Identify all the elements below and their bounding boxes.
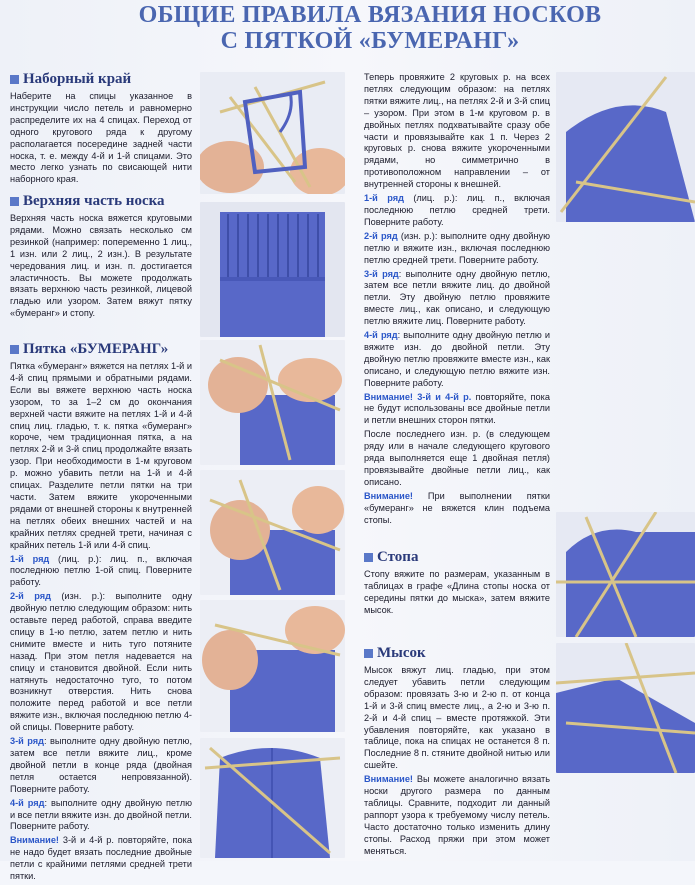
text-foot: Стопу вяжите по размерам, указанным в таблицах в графе «Длина стопы носка от середины пятки до мыска», затем вяжите мысок. [364,569,550,615]
photo-heel-step-3 [200,600,345,732]
text-top: Верхняя часть носка вяжется круговыми рядами. Можно связать несколько см резинкой (например: попеременно 1 лиц., 1 изн. или 2 лиц., 2 изн.). В результате чередования лиц. и изн. п. достигается эластичность. Вы можете продолжать вязать верхнюю часть резинкой, лицевой гладью или узором. Затем вяжут пятку «бумеранг» и стопу. [10,213,192,319]
toe-warning: Внимание! Вы можете аналогично вязать носки другого размера по данным таблицы. Сравните, подходит ли данный раппорт узора к требуемому числу петель. Часто достаточно только изменить длину стопы. Расход пряжи при этом может меняться. [364,774,550,856]
right-warning-2: Внимание! При выполнении пятки «бумеранг» не вяжется клин подъема стопы. [364,490,550,525]
photo-cast-on-needles [200,72,345,194]
right-row-4: 4-й ряд: выполните одну двойную петлю и вяжите изн. до двойной петли. Эту двойную петлю провяжите вместе изн., как описано, и следующую петлю вяжите изн. Поверните работу. [364,330,550,388]
right-warning-1: Внимание! 3-й и 4-й р. повторяйте, пока не будут использованы все двойные петли и петли внешних сторон пятки. [364,391,550,426]
heading-toe: Мысок [364,644,550,662]
photo-toe [556,643,695,773]
heading-heel: Пятка «БУМЕРАНГ» [10,340,192,358]
right-row-3: 3-й ряд: выполните одну двойную петлю, затем все петли вяжите лиц. до двойной петли. Эту двойную петлю провяжите вместе лиц., как описано, и следующую петлю вяжите лиц. Поверните работу. [364,268,551,327]
bullet-square-icon [364,649,373,658]
heel-row-4: 4-й ряд: выполните одну двойную петлю и все петли вяжите изн. до двойной петли. Поверните работу. [10,797,192,832]
section-cast-on [10,70,192,188]
heading-foot: Стопа [364,548,550,566]
page-title [100,2,640,54]
photo-ribbing [200,202,345,337]
photo-heel-second-half [556,72,695,222]
title-line-2: С ПЯТКОЙ «БУМЕРАНГ» [220,28,520,54]
heel-warning: Внимание! 3-й и 4-й р. повторяйте, пока не надо будет вязать последние двойные петли с крайними петлями средней трети пятки. [10,835,192,882]
photo-heel-finished [200,738,345,858]
bullet-square-icon [10,197,19,206]
heel-row-1: 1-й ряд (лиц. р.): лиц. п., включая последнюю петлю 1-ой спиц. Поверните работу. [10,553,192,588]
text-toe: Мысок вяжут лиц. гладью, при этом следует убавить петли следующим образом: провязать 3-ю и 2-ю п. от конца 1-й и 3-й спиц вместе лиц., а 2-ю и 3-ю п. 2-й и 4-й спиц – вместе протяжкой. Эти убавления повторяйте, как указано в таблице, пока на спицах не останется 8 п. Последние 8 п. стяните двойной нитью или сшейте. [364,665,550,771]
photo-foot [556,512,695,637]
photo-heel-step-2 [200,470,345,595]
heading-top: Верхняя часть носка [10,192,192,210]
heading-cast-on: Наборный край [10,70,192,88]
bullet-square-icon [10,345,19,354]
photo-heel-step-1 [200,340,345,465]
heel-row-2: 2-й ряд (изн. р.): выполните одну двойную петлю следующим образом: нить оставьте перед работой, справа введите спицу в 1-ю петлю, затем петлю и нить снимите вместе и нить туго потяните назад. При этом петля надевается на спицу и становится двойной. Если нить натянуть недостаточно туго, то потом возникнут отверстия. Нить снова положите перед работой и все петли вяжите изн., включая последнюю петлю 4-ой спицы. Поверните работу. [10,591,192,733]
title-line-1: ОБЩИЕ ПРАВИЛА ВЯЗАНИЯ НОСКОВ [138,2,602,28]
right-row-2: 2-й ряд (изн. р.): выполните одну двойную петлю и вяжите изн., включая последнюю петлю средней трети. Поверните работу. [364,230,550,265]
right-row-1: 1-й ряд (лиц. р.): лиц. п., включая последнюю петлю средней трети. Поверните работу. [364,193,551,227]
section-toe [364,644,550,860]
text-cast-on: Наберите на спицы указанное в инструкции число петель и равномерно распределите их на 4 спицах. Переход от одного кругового ряда к другому располагается посередине задней части носка, т. е. между 4-й и 1-й спицами. Это место легко узнать по свисающей нити наборного края. [10,91,192,185]
section-foot [364,548,550,619]
heel-row-3: 3-й ряд: выполните одну двойную петлю, затем все петли вяжите лиц., кроме двойной петли в конце ряда (двойная петля остается непровязанной). Поверните работу. [10,736,192,794]
text-after-rows: После последнего изн. р. (в следующем ряду или в начале следующего кругового ряда выполняется еще 1 двойная петля) провязывайте двойные петли лиц., как описано. [364,429,550,487]
text-heel-intro: Теперь провяжите 2 круговых р. на всех петлях следующим образом: на петлях пятки вяжите лиц., на петлях 2-й и 3-й спиц – узором. При этом в 1-м круговом р. в двойных петлях подхватывайте сразу обе части и провязывайте как 1 п. Через 2 круговых р. снова вяжите укороченными рядами, но симметрично в противоположном направлении – от внутренней стороны к внешней. [364,72,550,190]
bullet-square-icon [10,75,19,84]
section-heel [10,340,192,885]
section-top [10,192,192,322]
bullet-square-icon [364,553,373,562]
text-heel: Пятка «бумеранг» вяжется на петлях 1-й и 4-й спиц прямыми и обратными рядами. Если вы вяжете верхнюю часть носка узором, то за 1–2 см до окончания верхней части вяжите на петлях 1-й и 4-й спиц лиц. гладью, т. к. пятка «бумеранг» короче, чем традиционная пятка, а на петлях 2-й и 3-й спиц продолжайте вязать узор. При необходимости в 1-м круговом р. можно убавить петли на 1-й и 4-й спицах. Разделите петли пятки на три части. Затем вяжите укороченными рядами от внешней стороны к внутренней на петлях обеих внешних частей и на крайних петлях средней трети, начиная с крайних петель 1-й или 4-й спиц. [10,361,192,550]
section-heel-continued [364,72,550,529]
